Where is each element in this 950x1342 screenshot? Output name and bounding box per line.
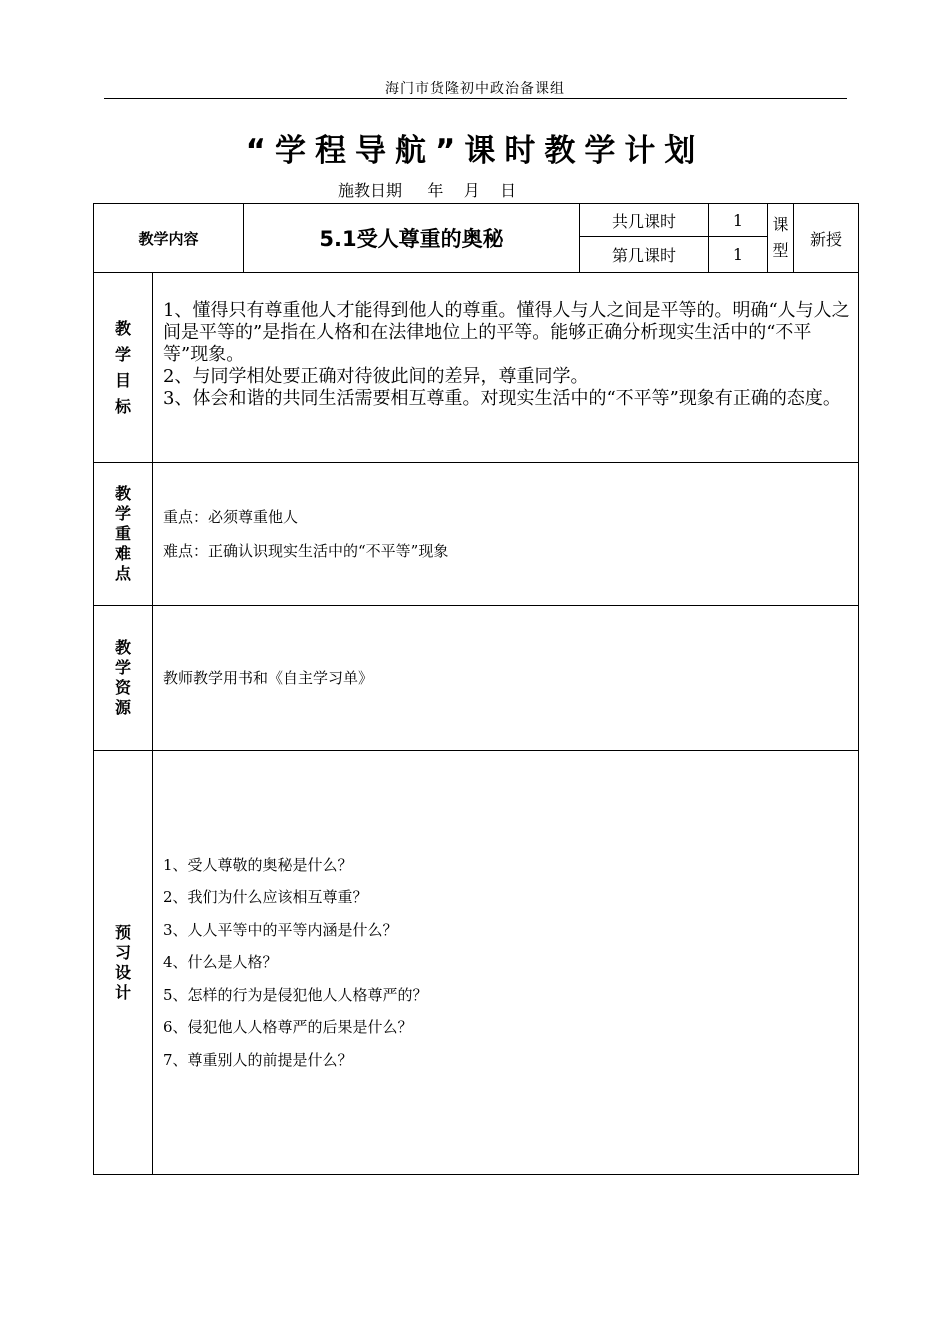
content-label: 教学内容 bbox=[94, 204, 244, 273]
difficulty-text: 难点：正确认识现实生活中的“不平等”现象 bbox=[163, 542, 449, 560]
preview-question: 5、怎样的行为是侵犯他人人格尊严的？ bbox=[163, 985, 428, 1004]
key-points-label-char: 学 bbox=[114, 504, 131, 523]
goal-item: 2、与同学相处要正确对待彼此间的差异，尊重同学。 bbox=[163, 366, 589, 387]
lesson-type-label bbox=[768, 204, 794, 273]
resources-label bbox=[94, 606, 153, 751]
total-periods-value: 1 bbox=[709, 204, 768, 237]
preview-label-char: 习 bbox=[114, 942, 131, 962]
key-points-label-char: 重 bbox=[114, 524, 131, 543]
lesson-type-label-line1: 课 bbox=[772, 215, 789, 234]
resources-content bbox=[153, 606, 859, 751]
resources-label-char: 源 bbox=[114, 698, 131, 717]
lesson-plan-table bbox=[93, 203, 859, 1175]
goals-label-char: 标 bbox=[114, 396, 131, 416]
preview-question: 6、侵犯他人人格尊严的后果是什么？ bbox=[163, 1018, 413, 1037]
header-org: 海门市货隆初中政治备课组 bbox=[385, 81, 565, 97]
goals-content bbox=[153, 273, 859, 463]
goals-label-char: 教 bbox=[114, 318, 131, 338]
preview-question: 7、尊重别人的前提是什么？ bbox=[163, 1050, 353, 1069]
lesson-type-value: 新授 bbox=[794, 204, 859, 273]
goal-item: 1、懂得只有尊重他人才能得到他人的尊重。懂得人与人之间是平等的。明确“人与人之间是平等的”是指在人格和在法律地位上的平等。能够正确分析现实生活中的“不平等”现象。 bbox=[163, 300, 850, 365]
preview-label-char: 设 bbox=[114, 962, 131, 982]
preview-question: 1、受人尊敬的奥秘是什么？ bbox=[163, 855, 353, 874]
key-point-text: 重点：必须尊重他人 bbox=[163, 508, 299, 526]
preview-content bbox=[153, 751, 859, 1175]
key-points-label-char: 教 bbox=[114, 484, 131, 503]
preview-question: 4、什么是人格？ bbox=[163, 953, 278, 972]
resources-label-char: 资 bbox=[114, 678, 131, 697]
preview-question: 2、我们为什么应该相互尊重？ bbox=[163, 888, 368, 907]
total-periods-label: 共几课时 bbox=[580, 204, 709, 237]
preview-question: 3、人人平等中的平等内涵是什么？ bbox=[163, 920, 398, 939]
preview-label bbox=[94, 751, 153, 1175]
header-divider bbox=[104, 98, 847, 99]
goals-label-char: 学 bbox=[114, 344, 131, 364]
key-points-label-char: 难 bbox=[114, 544, 131, 563]
preview-label-char: 预 bbox=[114, 922, 131, 942]
goal-item: 3、体会和谐的共同生活需要相互尊重。对现实生活中的“不平等”现象有正确的态度。 bbox=[163, 388, 841, 409]
lesson-type-label-line2: 型 bbox=[772, 241, 789, 260]
resources-label-char: 教 bbox=[114, 638, 131, 657]
current-period-value: 1 bbox=[709, 237, 768, 273]
goals-label-char: 目 bbox=[114, 370, 131, 390]
key-points-label-char: 点 bbox=[114, 564, 131, 583]
current-period-label: 第几课时 bbox=[580, 237, 709, 273]
key-points-label bbox=[94, 463, 153, 606]
lesson-title: 5.1受人尊重的奥秘 bbox=[244, 204, 580, 273]
resources-text: 教师教学用书和《自主学习单》 bbox=[163, 669, 374, 687]
page-title: “学程导航”课时教学计划 bbox=[245, 133, 705, 169]
resources-label-char: 学 bbox=[114, 658, 131, 677]
teaching-date-line: 施教日期 年 月 日 bbox=[338, 181, 517, 200]
preview-label-char: 计 bbox=[114, 982, 131, 1002]
goals-label bbox=[94, 273, 153, 463]
key-points-content bbox=[153, 463, 859, 606]
